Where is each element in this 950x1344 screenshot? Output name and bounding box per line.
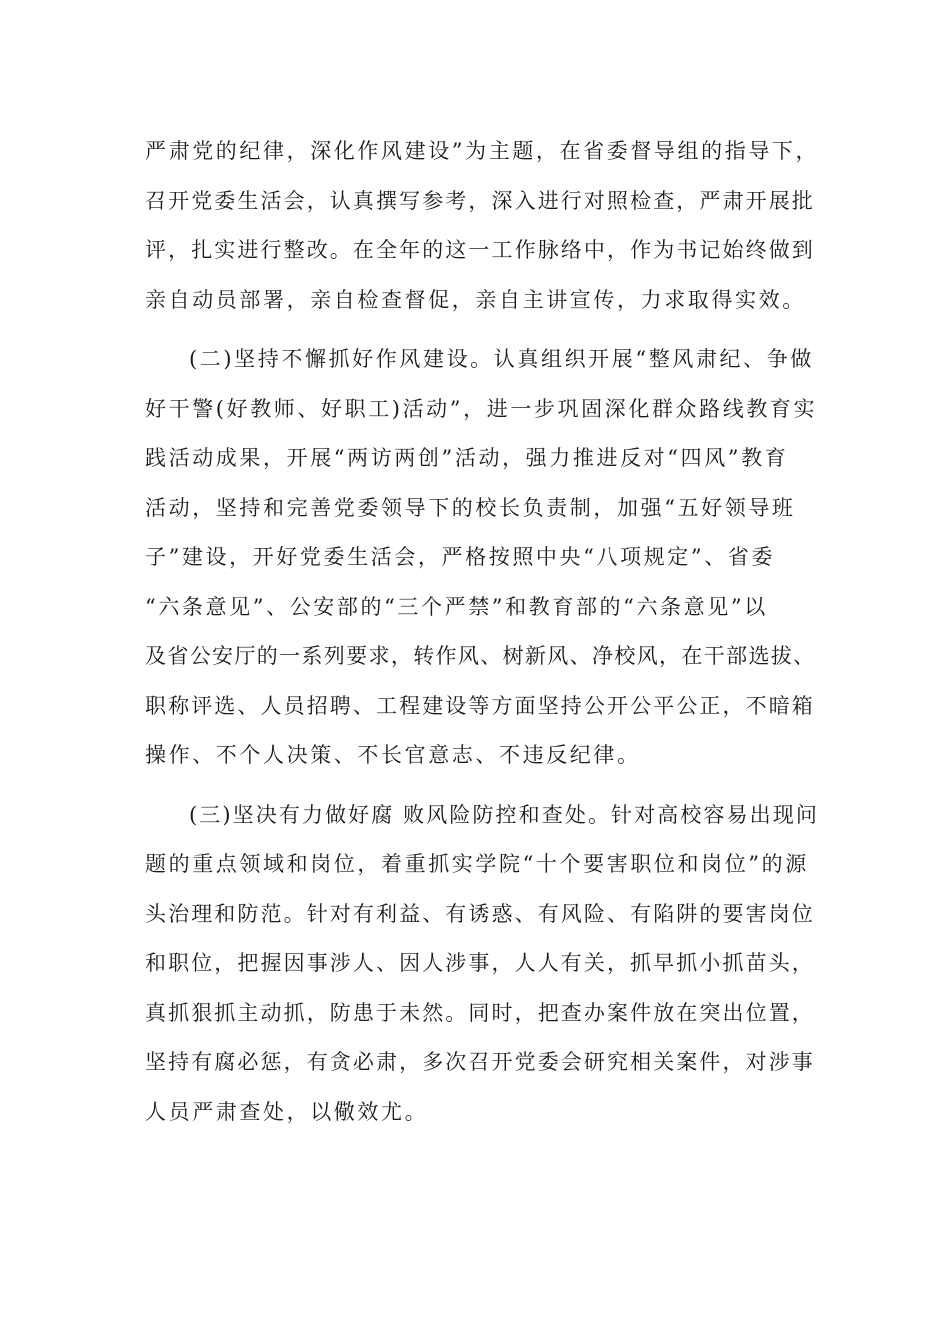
paragraph-2-line-4: 活动，坚持和完善党委领导下的校长负责制，加强“五好领导班 [145,496,796,520]
paragraph-1-line-2: 召开党委生活会，认真撰写参考，深入进行对照检查，严肃开展批 [145,189,815,213]
paragraph-1-line-4: 亲自动员部署，亲自检查督促，亲自主讲宣传，力求取得实效。 [145,288,806,312]
paragraph-3-line-4: 和职位，把握因事涉人、因人涉事，人人有关，抓早抓小抓苗头， [145,951,815,975]
paragraph-3-line-1: (三)坚决有力做好腐 败风险防控和查处。针对高校容易出现问 [189,803,819,827]
paragraph-3-line-5: 真抓狠抓主动抓，防患于未然。同时，把查办案件放在突出位置， [145,1001,815,1025]
paragraph-3-line-6: 坚持有腐必惩，有贪必肃，多次召开党委会研究相关案件，对涉事 [145,1050,815,1074]
paragraph-3-line-7: 人员严肃查处，以儆效尤。 [145,1100,429,1124]
paragraph-1-line-1: 严肃党的纪律，深化作风建设”为主题，在省委督导组的指导下， [145,139,820,163]
paragraph-3-line-3: 头治理和防范。针对有利益、有诱惑、有风险、有陷阱的要害岗位 [145,902,815,926]
paragraph-2-line-8: 职称评选、人员招聘、工程建设等方面坚持公开公平公正，不暗箱 [145,694,815,718]
paragraph-1-line-3: 评，扎实进行整改。在全年的这一工作脉络中，作为书记始终做到 [145,238,815,262]
paragraph-3-line-2: 题的重点领域和岗位，着重抓实学院“十个要害职位和岗位”的源 [145,852,809,876]
paragraph-2-line-2: 好干警(好教师、好职工)活动”，进一步巩固深化群众路线教育实 [145,397,818,421]
paragraph-2-line-9: 操作、不个人决策、不长官意志、不违反纪律。 [145,743,641,767]
paragraph-2-line-5: 子”建设，开好党委生活会，严格按照中央“八项规定”、省委 [145,545,776,569]
paragraph-2-line-3: 践活动成果，开展“两访两创”活动，强力推进反对“四风”教育 [145,446,789,470]
paragraph-2-line-6: “六条意见”、公安部的“三个严禁”和教育部的“六条意见”以 [145,595,768,619]
paragraph-2-line-1: (二)坚持不懈抓好作风建设。认真组织开展“整风肃纪、争做 [189,347,814,371]
paragraph-2-line-7: 及省公安厅的一系列要求，转作风、树新风、净校风，在干部选拔、 [145,644,816,668]
